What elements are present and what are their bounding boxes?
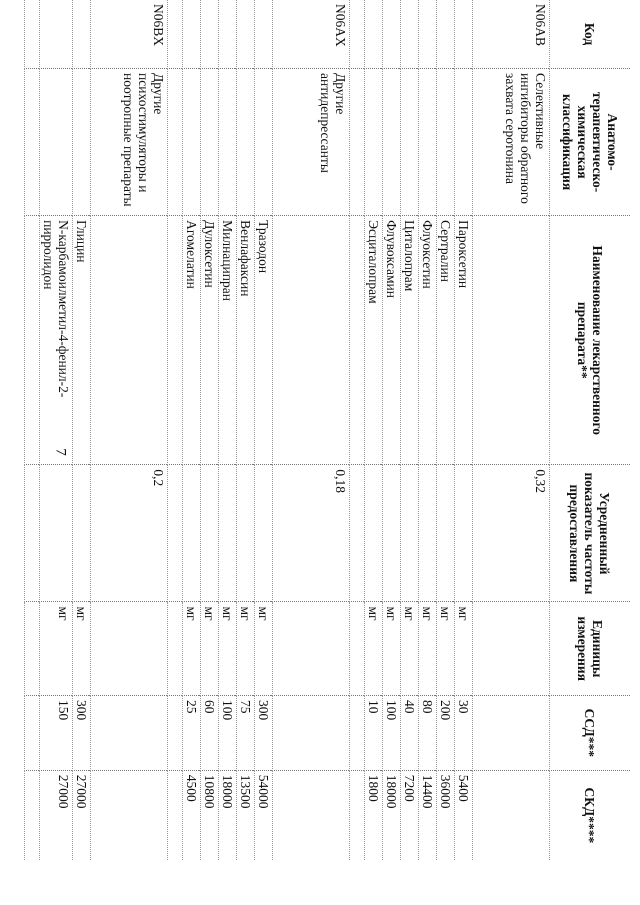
row-freq-empty [455,465,473,602]
table-row [365,0,383,860]
spacer-cell [350,770,365,860]
row-freq-empty [219,465,237,602]
table-row [40,0,73,860]
drug-unit: мг [437,602,455,695]
drug-name: N-карбамоилметил-4-фенил-2-пирролидон [40,216,73,465]
drug-name: Дулоксетин [201,216,219,465]
row-freq-empty [201,465,219,602]
drug-unit: мг [365,602,383,695]
group-code: N06BX [91,0,168,69]
group-skd-empty [91,770,168,860]
row-code-empty [401,0,419,69]
group-row [273,0,350,860]
header-freq: Усредненный показатель частоты предоставления [550,465,631,602]
drug-skd: 27000 [73,770,91,860]
drug-unit: мг [40,602,73,695]
spacer-cell [350,69,365,216]
group-drug-empty [91,216,168,465]
row-code-empty [419,0,437,69]
header-drug: Наименование лекарственного препарата** [550,216,631,465]
group-drug-empty [273,216,350,465]
row-atc-empty [40,69,73,216]
spacer-cell [350,0,365,69]
spacer-cell [168,695,183,770]
drug-name: Тразодон [255,216,273,465]
row-freq-empty [383,465,401,602]
table-row [201,0,219,860]
drug-table [24,0,630,860]
table-row [183,0,201,860]
drug-ssd: 300 [255,695,273,770]
group-unit-empty [91,602,168,695]
drug-ssd: 100 [219,695,237,770]
drug-skd: 36000 [437,770,455,860]
row-freq-empty [237,465,255,602]
row-freq-empty [437,465,455,602]
drug-unit: мг [401,602,419,695]
row-freq-empty [365,465,383,602]
drug-skd: 5400 [455,770,473,860]
group-atc-name: Другие антидепрессанты [273,69,350,216]
row-atc-empty [183,69,201,216]
row-atc-empty [255,69,273,216]
spacer-cell [25,770,40,860]
spacer-cell [25,695,40,770]
spacer-cell [168,770,183,860]
drug-ssd: 10 [365,695,383,770]
drug-name: Агомелатин [183,216,201,465]
header-atc: Анатомо-терапевтическо-химическая классификация [550,69,631,216]
drug-skd: 13500 [237,770,255,860]
group-row [91,0,168,860]
drug-name: Пароксетин [455,216,473,465]
row-freq-empty [419,465,437,602]
header-skd: СКД**** [550,770,631,860]
row-atc-empty [219,69,237,216]
spacer-cell [25,465,40,602]
table-row [219,0,237,860]
group-atc-name: Другие психостимуляторы и ноотропные препараты [91,69,168,216]
header-code: Код [550,0,631,69]
group-ssd-empty [473,695,550,770]
drug-name: Флувоксамин [383,216,401,465]
spacer-cell [25,602,40,695]
table-container [41,0,630,860]
drug-name: Венлафаксин [237,216,255,465]
row-code-empty [365,0,383,69]
drug-ssd: 75 [237,695,255,770]
drug-name: Милнаципран [219,216,237,465]
spacer-cell [168,216,183,465]
drug-ssd: 60 [201,695,219,770]
row-code-empty [40,0,73,69]
table-row [401,0,419,860]
drug-ssd: 30 [455,695,473,770]
row-code-empty [201,0,219,69]
drug-ssd: 150 [40,695,73,770]
row-freq-empty [255,465,273,602]
group-skd-empty [473,770,550,860]
group-code: N06AX [273,0,350,69]
drug-ssd: 100 [383,695,401,770]
drug-skd: 7200 [401,770,419,860]
drug-ssd: 300 [73,695,91,770]
table-body [25,0,550,860]
row-freq-empty [183,465,201,602]
row-atc-empty [383,69,401,216]
drug-skd: 18000 [383,770,401,860]
drug-name: Глицин [73,216,91,465]
spacer-cell [168,69,183,216]
row-atc-empty [419,69,437,216]
spacer-cell [350,695,365,770]
group-ssd-empty [91,695,168,770]
spacer-cell [350,216,365,465]
spacer-cell [168,465,183,602]
spacer-cell [25,69,40,216]
drug-skd: 27000 [40,770,73,860]
drug-name: Флуоксетин [419,216,437,465]
table-header-row [550,0,631,860]
spacer-row [25,0,40,860]
table-row [419,0,437,860]
group-frequency: 0,2 [91,465,168,602]
group-skd-empty [273,770,350,860]
drug-unit: мг [255,602,273,695]
drug-ssd: 200 [437,695,455,770]
row-atc-empty [365,69,383,216]
group-unit-empty [473,602,550,695]
drug-unit: мг [419,602,437,695]
row-code-empty [219,0,237,69]
spacer-cell [25,0,40,69]
drug-name: Сертралин [437,216,455,465]
drug-unit: мг [73,602,91,695]
table-row [455,0,473,860]
drug-skd: 4500 [183,770,201,860]
row-freq-empty [40,465,73,602]
spacer-row [350,0,365,860]
row-code-empty [237,0,255,69]
row-atc-empty [73,69,91,216]
row-atc-empty [201,69,219,216]
drug-unit: мг [219,602,237,695]
table-row [255,0,273,860]
table-row [437,0,455,860]
row-atc-empty [437,69,455,216]
drug-unit: мг [383,602,401,695]
drug-skd: 14400 [419,770,437,860]
row-atc-empty [237,69,255,216]
group-ssd-empty [273,695,350,770]
drug-unit: мг [201,602,219,695]
drug-skd: 1800 [365,770,383,860]
group-atc-name: Селективные ингибиторы обратного захвата серотонина [473,69,550,216]
row-atc-empty [401,69,419,216]
drug-ssd: 40 [401,695,419,770]
group-frequency: 0,32 [473,465,550,602]
row-atc-empty [455,69,473,216]
row-code-empty [455,0,473,69]
header-unit: Единицы измерения [550,602,631,695]
group-row [473,0,550,860]
spacer-cell [350,602,365,695]
table-row [237,0,255,860]
row-freq-empty [401,465,419,602]
spacer-cell [25,216,40,465]
group-frequency: 0,18 [273,465,350,602]
spacer-row [168,0,183,860]
spacer-cell [350,465,365,602]
row-code-empty [73,0,91,69]
table-row [383,0,401,860]
row-freq-empty [73,465,91,602]
row-code-empty [255,0,273,69]
drug-ssd: 25 [183,695,201,770]
spacer-cell [168,602,183,695]
drug-unit: мг [237,602,255,695]
header-ssd: ССД*** [550,695,631,770]
page-number-text: 7 [52,448,69,456]
row-code-empty [383,0,401,69]
table-row [73,0,91,860]
group-unit-empty [273,602,350,695]
group-code: N06AB [473,0,550,69]
drug-ssd: 80 [419,695,437,770]
drug-skd: 18000 [219,770,237,860]
drug-skd: 10800 [201,770,219,860]
drug-unit: мг [183,602,201,695]
drug-name: Эсциталопрам [365,216,383,465]
drug-unit: мг [455,602,473,695]
drug-name: Циталопрам [401,216,419,465]
row-code-empty [183,0,201,69]
spacer-cell [168,0,183,69]
group-drug-empty [473,216,550,465]
row-code-empty [437,0,455,69]
drug-skd: 54000 [255,770,273,860]
